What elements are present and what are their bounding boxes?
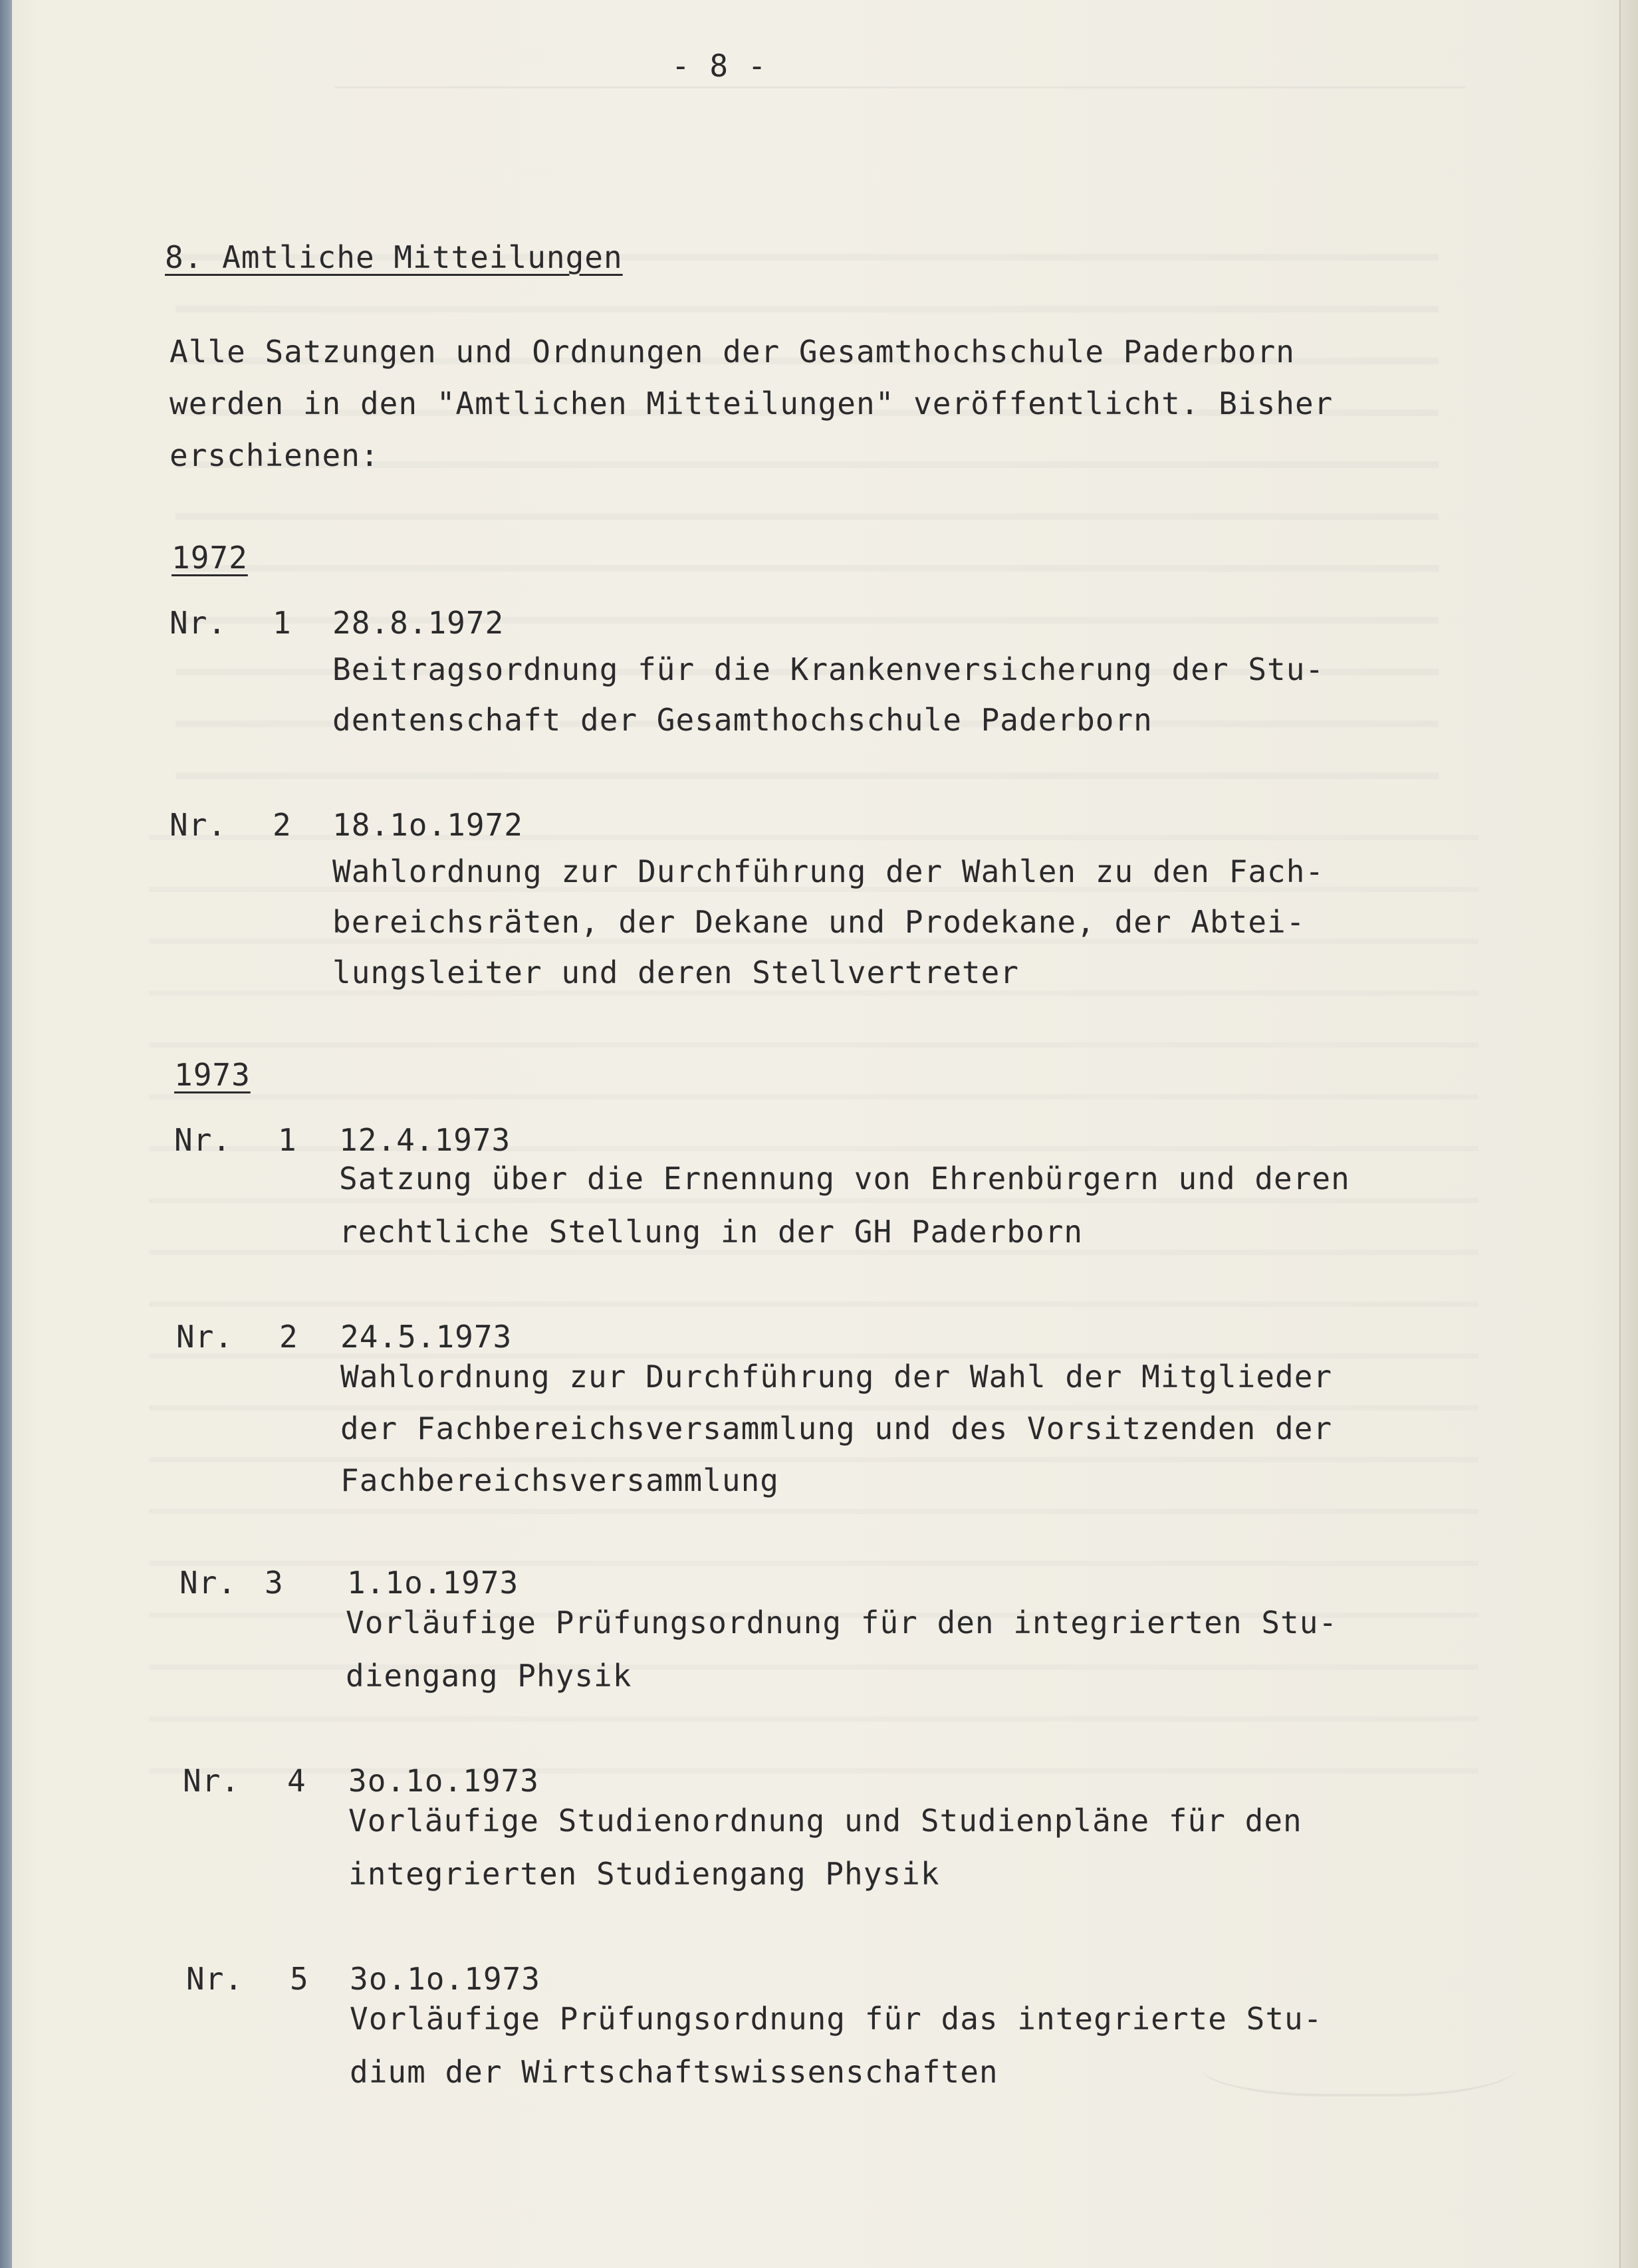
entry-date: 28.8.1972 (332, 605, 505, 641)
entry-title-line: integrierten Studiengang Physik (348, 1856, 940, 1892)
entry-number: 1 (278, 1122, 296, 1158)
entry-number: 1 (273, 605, 291, 641)
entry-nr-label: Nr. (170, 605, 227, 641)
year-heading-1973: 1973 (174, 1057, 251, 1093)
binding-edge (0, 0, 12, 2268)
entry-date: 1.1o.1973 (347, 1565, 519, 1601)
page-right-edge (1619, 0, 1638, 2268)
intro-line-1: Alle Satzungen und Ordnungen der Gesamthochschule Paderborn (170, 334, 1295, 370)
entry-title-line: dium der Wirtschaftswissenschaften (350, 2054, 998, 2090)
entry-title-line: Beitragsordnung für die Krankenversicherung der Stu- (332, 651, 1325, 687)
entry-title-line: Vorläufige Prüfungsordnung für das integrierte Stu- (350, 2001, 1323, 2037)
entry-title-line: Fachbereichsversammlung (340, 1462, 779, 1498)
entry-title-line: Wahlordnung zur Durchführung der Wahlen zu den Fach- (332, 853, 1325, 889)
entry-date: 18.1o.1972 (332, 807, 523, 843)
entry-nr-label: Nr. (179, 1565, 237, 1601)
entry-title-line: der Fachbereichsversammlung und des Vorsitzenden der (340, 1411, 1333, 1446)
section-heading: 8. Amtliche Mitteilungen (165, 239, 623, 275)
year-heading-1972: 1972 (172, 540, 248, 576)
intro-line-2: werden in den "Amtlichen Mitteilungen" veröffentlicht. Bisher (170, 386, 1334, 421)
entry-nr-label: Nr. (176, 1319, 234, 1355)
entry-number: 2 (273, 807, 291, 843)
entry-number: 4 (287, 1763, 306, 1799)
entry-number: 3 (265, 1565, 283, 1601)
entry-title-line: bereichsräten, der Dekane und Prodekane, der Abtei- (332, 904, 1306, 940)
entry-date: 12.4.1973 (339, 1122, 511, 1158)
entry-title-line: Wahlordnung zur Durchführung der Wahl der Mitglieder (340, 1359, 1333, 1395)
entry-nr-label: Nr. (186, 1961, 244, 1997)
entry-number: 5 (290, 1961, 308, 1997)
entry-date: 3o.1o.1973 (348, 1763, 539, 1799)
entry-nr-label: Nr. (170, 807, 227, 843)
entry-title-line: rechtliche Stellung in der GH Paderborn (339, 1214, 1084, 1250)
entry-title-line: lungsleiter und deren Stellvertreter (332, 955, 1019, 990)
entry-title-line: diengang Physik (346, 1658, 632, 1694)
entry-date: 3o.1o.1973 (350, 1961, 540, 1997)
entry-title-line: Satzung über die Ernennung von Ehrenbürgern und deren (339, 1161, 1350, 1196)
entry-title-line: Vorläufige Prüfungsordnung für den integrierten Stu- (346, 1605, 1338, 1641)
entry-title-line: dentenschaft der Gesamthochschule Paderborn (332, 702, 1153, 738)
page-number: - 8 - (671, 48, 767, 84)
entry-number: 2 (279, 1319, 298, 1355)
entry-date: 24.5.1973 (340, 1319, 513, 1355)
entry-nr-label: Nr. (174, 1122, 232, 1158)
entry-title-line: Vorläufige Studienordnung und Studienpläne für den (348, 1803, 1302, 1839)
intro-line-3: erschienen: (170, 437, 380, 473)
entry-nr-label: Nr. (183, 1763, 241, 1799)
